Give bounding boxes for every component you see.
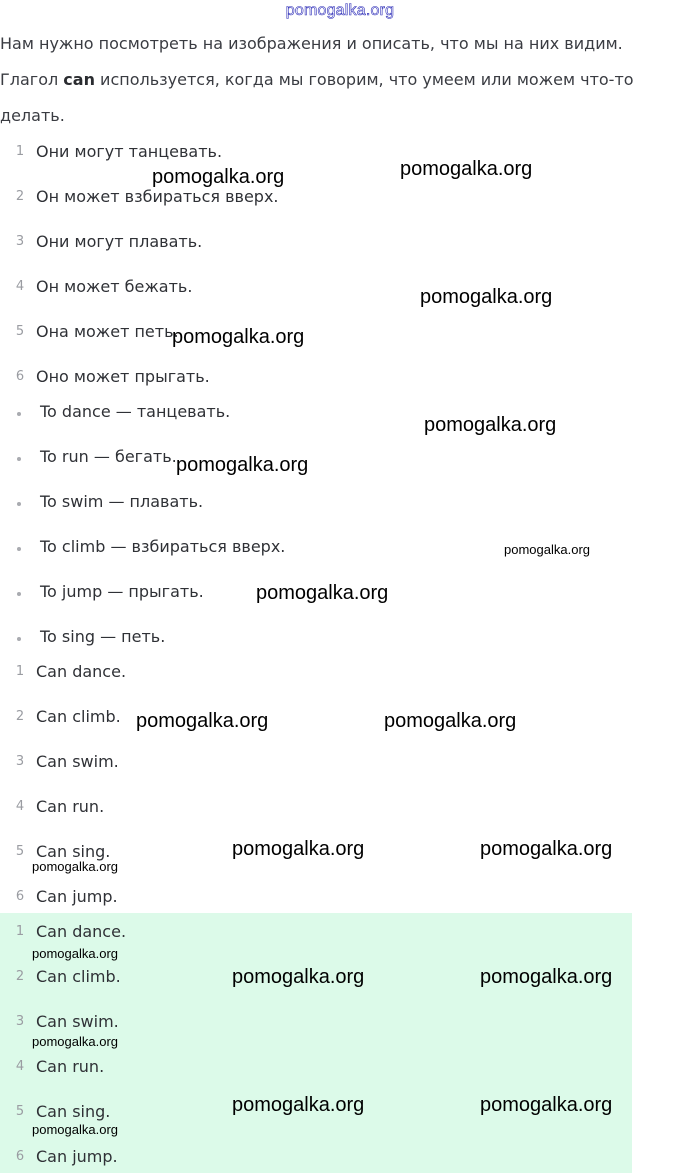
watermark: pomogalka.org — [152, 166, 285, 188]
list-text: Can sing. — [36, 842, 111, 861]
bullet-icon — [17, 592, 21, 596]
bullet-icon — [17, 412, 21, 416]
bullet-icon — [17, 547, 21, 551]
intro-line-2 — [0, 70, 634, 89]
list-text: Can climb. — [36, 707, 121, 726]
watermark: pomogalka.org — [384, 710, 517, 732]
bullet-icon — [17, 637, 21, 641]
vocab-text: To swim — плавать. — [40, 492, 204, 511]
list-text: Can run. — [36, 797, 105, 816]
intro-line-3: делать. — [0, 106, 65, 125]
intro-line-2-end: используется, когда мы говорим, что умеем или можем что-то — [94, 70, 634, 89]
list-number: 2 — [15, 969, 25, 984]
list-number: 5 — [15, 844, 25, 859]
watermark: pomogalka.org — [136, 710, 269, 732]
list-text: Он может взбираться вверх. — [36, 187, 279, 206]
list-text: Can dance. — [36, 922, 127, 941]
watermark: pomogalka.org — [32, 946, 118, 961]
watermark: pomogalka.org — [232, 1094, 365, 1116]
list-text: Оно может прыгать. — [36, 367, 210, 386]
list-text: Can swim. — [36, 1012, 119, 1031]
bullet-icon — [17, 457, 21, 461]
list-text: Он может бежать. — [36, 277, 193, 296]
watermark: pomogalka.org — [480, 966, 613, 988]
watermark: pomogalka.org — [176, 454, 309, 476]
list-number: 1 — [15, 664, 25, 679]
intro-line-2-start: Глагол — [0, 70, 64, 89]
list-number: 6 — [15, 889, 25, 904]
bullet-icon — [17, 502, 21, 506]
list-text: Can sing. — [36, 1102, 111, 1121]
vocab-text: To sing — петь. — [40, 627, 166, 646]
list-number: 4 — [15, 279, 25, 294]
vocab-text: To climb — взбираться вверх. — [40, 537, 286, 556]
watermark: pomogalka.org — [32, 1034, 118, 1049]
list-number: 2 — [15, 709, 25, 724]
list-text: Can jump. — [36, 1147, 118, 1166]
list-number: 2 — [15, 189, 25, 204]
watermark: pomogalka.org — [32, 859, 118, 874]
watermark: pomogalka.org — [32, 1122, 118, 1137]
list-text: Can dance. — [36, 662, 127, 681]
list-number: 4 — [15, 799, 25, 814]
vocab-text: To dance — танцевать. — [40, 402, 231, 421]
list-text: Can run. — [36, 1057, 105, 1076]
watermark: pomogalka.org — [172, 326, 305, 348]
vocab-text: To jump — прыгать. — [40, 582, 204, 601]
list-number: 5 — [15, 324, 25, 339]
list-number: 3 — [15, 234, 25, 249]
list-number: 5 — [15, 1104, 25, 1119]
list-number: 1 — [15, 144, 25, 159]
watermark: pomogalka.org — [424, 414, 557, 436]
watermark: pomogalka.org — [256, 582, 389, 604]
watermark: pomogalka.org — [420, 286, 553, 308]
watermark: pomogalka.org — [232, 966, 365, 988]
list-number: 3 — [15, 754, 25, 769]
list-text: Она может петь. — [36, 322, 179, 341]
header-watermark: pomogalka.org — [285, 2, 395, 19]
list-text: Can swim. — [36, 752, 119, 771]
list-number: 4 — [15, 1059, 25, 1074]
list-text: Они могут плавать. — [36, 232, 203, 251]
watermark: pomogalka.org — [232, 838, 365, 860]
list-text: Can climb. — [36, 967, 121, 986]
watermark: pomogalka.org — [480, 1094, 613, 1116]
watermark: pomogalka.org — [400, 158, 533, 180]
watermark: pomogalka.org — [504, 542, 590, 557]
list-text: Can jump. — [36, 887, 118, 906]
vocab-text: To run — бегать. — [40, 447, 177, 466]
intro-keyword-can: can — [63, 70, 95, 89]
watermark: pomogalka.org — [480, 838, 613, 860]
list-number: 3 — [15, 1014, 25, 1029]
list-number: 6 — [15, 1149, 25, 1164]
list-number: 6 — [15, 369, 25, 384]
list-text: Они могут танцевать. — [36, 142, 223, 161]
intro-line-1: Нам нужно посмотреть на изображения и описать, что мы на них видим. — [0, 34, 623, 53]
list-number: 1 — [15, 924, 25, 939]
